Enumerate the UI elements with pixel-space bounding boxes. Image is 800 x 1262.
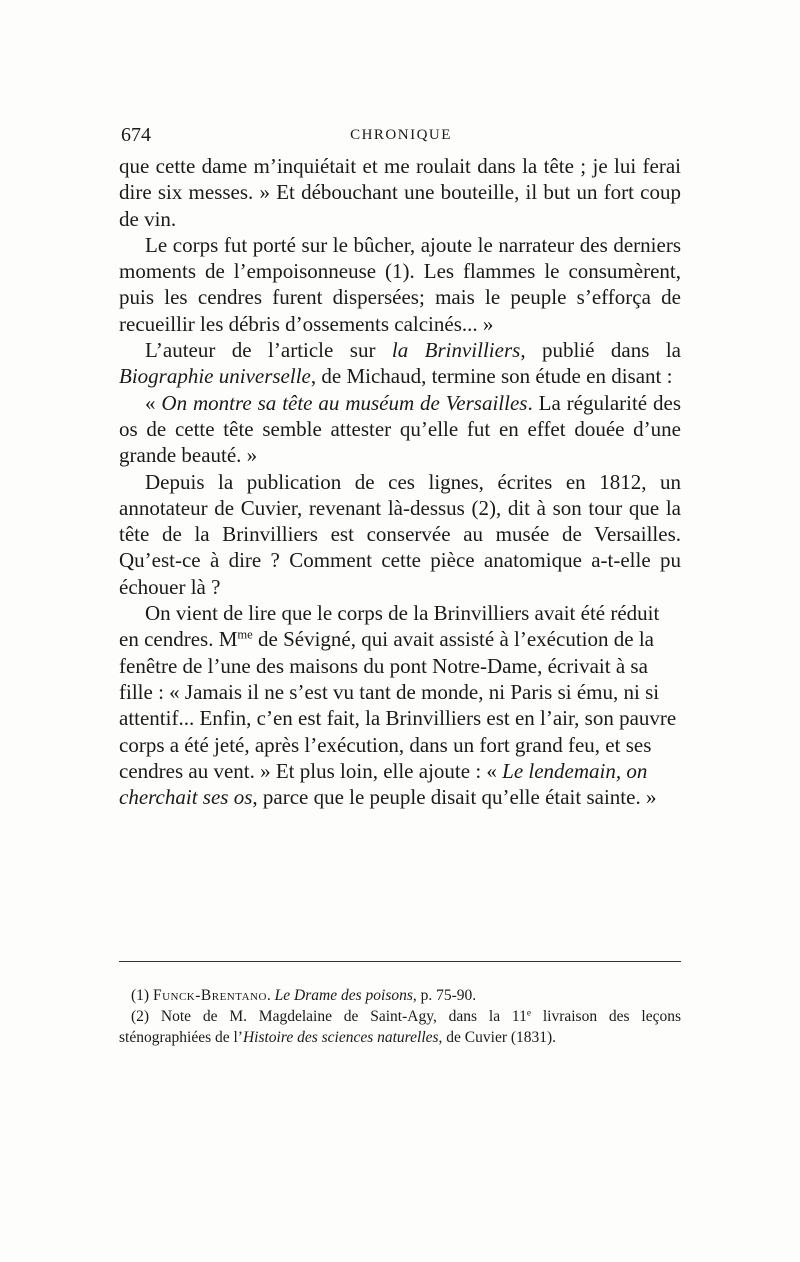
paragraph-text: Le corps fut porté sur le bûcher, ajoute le narrateur des derniers moments de l’empoisonneuse (1). Les flammes le consumèrent, puis les cendres furent dispersées; mais le peuple s’efforça de recueillir les débris d’ossements calcinés... » [119, 232, 681, 336]
paragraph [119, 600, 681, 810]
paragraph-text: « [145, 390, 162, 415]
footnote-text: (2) Note de M. Magdelaine de Saint-Agy, dans la 11 [131, 1008, 527, 1025]
footnote-number: (1) [131, 987, 153, 1004]
italic-text: Le lendemain, on cherchait ses os [119, 758, 648, 810]
footnote [119, 985, 681, 1006]
paragraph-text: L’auteur de l’article sur [145, 338, 392, 363]
footnote-text: , de Cuvier (1831). [438, 1029, 557, 1046]
footnote-text: livraison des leçons sténographiées de l’ [119, 1008, 681, 1046]
paragraph-text: de Sévigné, qui avait assisté à l’exécution de la fenêtre de l’une des maisons du pont Notre-Dame, écrivait à sa fille : « Jamais il ne s’est vu tant de monde, ni Paris si ému, ni si attentif... Enfin, c’en est fait, la Brinvilliers est en l’air, son pauvre corps a été jeté, après l’exécution, dans un fort grand feu, et ses cendres au vent. » Et plus loin, elle ajoute : « [119, 627, 677, 783]
paragraph-text: , parce que le peuple disait qu’elle était sainte. » [252, 785, 657, 810]
paragraph-text: Depuis la publication de ces lignes, écrites en 1812, un annotateur de Cuvier, revenant là-dessus (2), dit à son tour que la tête de la Brinvilliers est conservée au musée de Versailles. Qu’est-ce à dire ? Comment cette pièce anatomique a-t-elle pu échouer là ? [119, 469, 681, 599]
paragraph-text: On vient de lire que le corps de la Brinvilliers avait été réduit en cendres. M [119, 601, 660, 652]
footnote-rule [119, 961, 681, 962]
paragraph-text: . La régularité des os de cette tête semble attester qu’elle fut en effet douée d’une grande beauté. » [119, 390, 682, 468]
footnote-author: Funck-Brentano [152, 987, 267, 1004]
italic-text: la Brinvilliers [391, 338, 521, 363]
footnotes [119, 985, 681, 1048]
page-number: 674 [121, 124, 151, 146]
paragraph [119, 337, 681, 390]
paragraph-text: , publié dans la [520, 338, 682, 363]
italic-text: Biographie universelle [119, 364, 311, 389]
superscript: me [237, 627, 253, 642]
italic-text: Le Drame des poisons [274, 987, 413, 1004]
paragraph [119, 469, 681, 600]
italic-text: On montre sa tête au muséum de Versailles [161, 390, 528, 415]
italic-text: Histoire des sciences naturelles [242, 1029, 439, 1046]
paragraph-text: , de Michaud, termine son étude en disant : [310, 364, 673, 389]
paragraph-text: que cette dame m’inquiétait et me roulait dans la tête ; je lui ferai dire six messes. » Et débouchant une bouteille, il but un fort coup de vin. [119, 154, 681, 231]
body-text [119, 153, 681, 810]
paragraph [119, 153, 681, 232]
footnote [119, 1006, 681, 1048]
paragraph [119, 390, 681, 469]
paragraph [119, 232, 681, 337]
footnote-text: . [266, 987, 275, 1004]
running-head: CHRONIQUE [350, 127, 452, 143]
footnote-text: , p. 75-90. [412, 987, 477, 1004]
page-header [121, 124, 681, 148]
superscript: e [526, 1008, 531, 1019]
